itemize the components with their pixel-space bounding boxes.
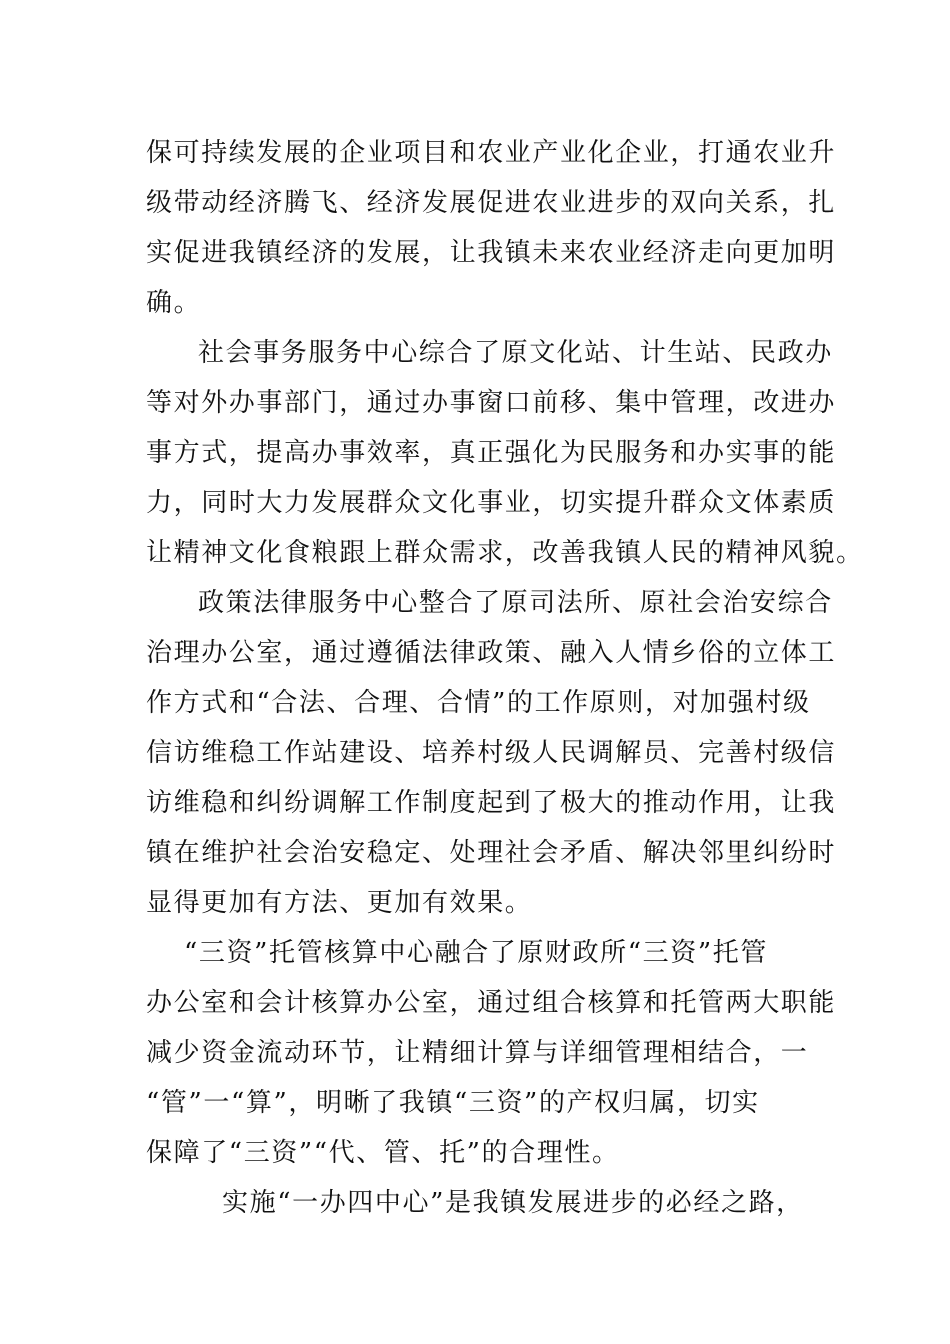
text-line: 等对外办事部门，通过办事窗口前移、集中管理，改进办 — [146, 388, 837, 418]
text-line: “管”一“算”，明晰了我镇“三资”的产权归属，切实 — [146, 1088, 760, 1118]
text-line: 办公室和会计核算办公室，通过组合核算和托管两大职能 — [146, 988, 837, 1018]
text-line: “三资”托管核算中心融合了原财政所“三资”托管 — [184, 938, 768, 968]
text-line: 减少资金流动环节，让精细计算与详细管理相结合，一 — [146, 1038, 809, 1068]
text-line: 力，同时大力发展群众文化事业，切实提升群众文体素质 — [146, 488, 837, 518]
text-line: 事方式，提高办事效率，真正强化为民服务和办实事的能 — [146, 438, 837, 468]
text-line: 政策法律服务中心整合了原司法所、原社会治安综合 — [198, 588, 833, 618]
text-line: 作方式和“合法、合理、合情”的工作原则，对加强村级 — [146, 688, 811, 718]
text-line: 让精神文化食粮跟上群众需求，改善我镇人民的精神风貌。 — [146, 538, 864, 568]
text-line: 镇在维护社会治安稳定、处理社会矛盾、解决邻里纠纷时 — [146, 838, 837, 868]
text-line: 社会事务服务中心综合了原文化站、计生站、民政办 — [198, 338, 833, 368]
text-line: 级带动经济腾飞、经济发展促进农业进步的双向关系，扎 — [146, 188, 837, 218]
text-line: 访维稳和纠纷调解工作制度起到了极大的推动作用，让我 — [146, 788, 837, 818]
text-line: 实促进我镇经济的发展，让我镇未来农业经济走向更加明 — [146, 238, 837, 268]
text-line: 治理办公室，通过遵循法律政策、融入人情乡俗的立体工 — [146, 638, 837, 668]
text-line: 保障了“三资”“代、管、托”的合理性。 — [146, 1138, 620, 1168]
text-line: 信访维稳工作站建设、培养村级人民调解员、完善村级信 — [146, 738, 837, 768]
text-line: 确。 — [146, 288, 202, 318]
text-line: 显得更加有方法、更加有效果。 — [146, 888, 533, 918]
text-line: 实施“一办四中心”是我镇发展进步的必经之路， — [222, 1188, 804, 1218]
text-line: 保可持续发展的企业项目和农业产业化企业，打通农业升 — [146, 138, 837, 168]
